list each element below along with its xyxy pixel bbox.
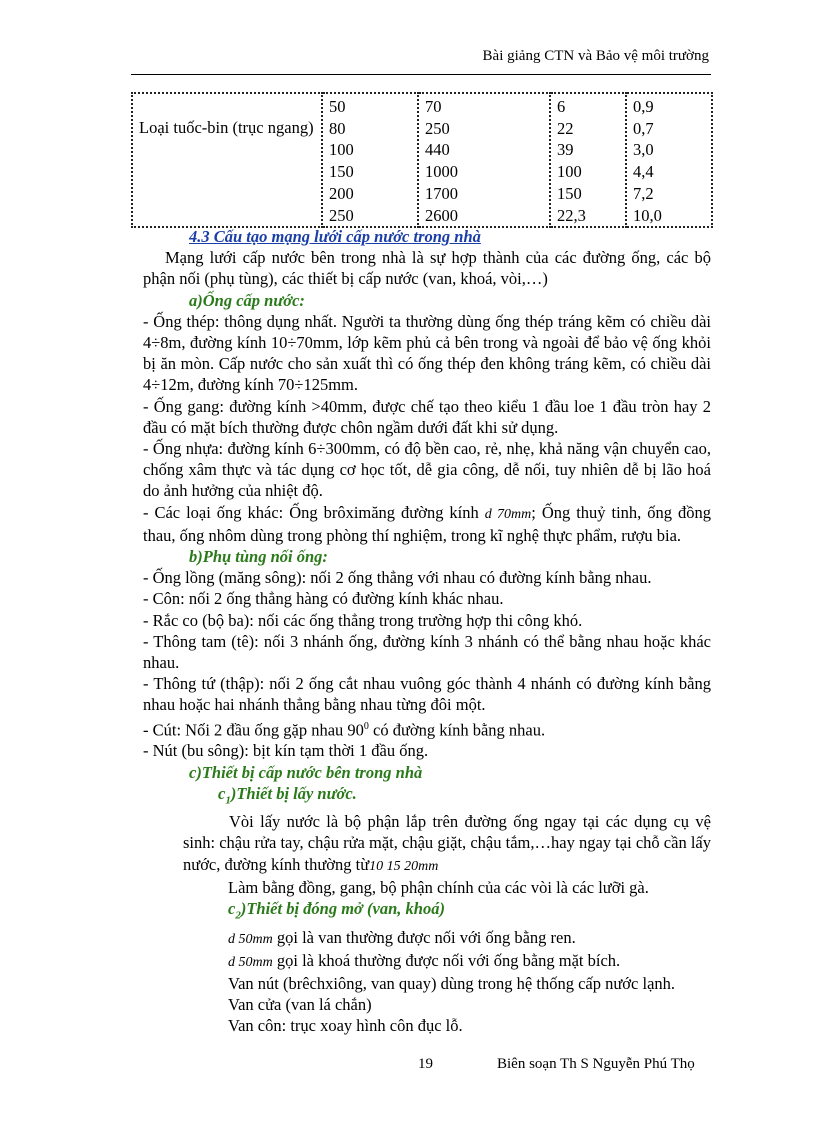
running-header: Bài giảng CTN và Bảo vệ môi trường	[482, 48, 709, 64]
table-label-cell	[132, 93, 322, 227]
list-item: - Rắc co (bộ ba): nối các ống thẳng trong trường hợp thi công khó.	[143, 610, 583, 630]
table-cell: 440	[425, 140, 450, 160]
table-cell: 39	[557, 140, 574, 160]
table-cell: 4,4	[633, 162, 654, 182]
table-cell: 1000	[425, 162, 458, 182]
valve-line-4: Van cửa (van lá chắn)	[228, 995, 372, 1015]
pipe-cast-iron: - Ống gang: đường kính >40mm, được chế tạo theo kiểu 1 đầu loe 1 đầu tròn hay 2 đầu có mặt bích thường được chôn ngầm dưới đất khi sử dụng.	[143, 396, 711, 437]
table-cell: 7,2	[633, 183, 654, 203]
table-cell: 10,0	[633, 205, 662, 225]
turbine-table	[131, 92, 713, 228]
col1-values	[329, 96, 411, 226]
page-number: 19	[418, 1056, 433, 1072]
col3-values	[557, 96, 619, 226]
body-text	[143, 226, 711, 1037]
table-cell: 250	[425, 118, 450, 138]
table-col-1	[322, 93, 418, 227]
list-item-plug: - Nút (bu sông): bịt kín tạm thời 1 đầu ống.	[143, 741, 429, 761]
list-item: - Thông tứ (thập): nối 2 ống cắt nhau vuông góc thành 4 nhánh có đường kính bằng nhau hoặc hai nhánh thẳng bằng nhau từng đôi một.	[143, 674, 711, 715]
col2-values	[425, 96, 543, 226]
subsection-c1-title: $c_1)Thiết$ bị lấy nước.	[218, 783, 357, 807]
table-col-3	[550, 93, 626, 227]
list-item: - Ống lồng (măng sông): nối 2 ống thẳng với nhau có đường kính bằng nhau.	[143, 568, 652, 588]
valve-line-3: Van nút (brêchxiông, van quay) dùng trong hệ thống cấp nước lạnh.	[228, 974, 676, 993]
valve-line-1: d 50mm gọi là van thường được nối với ống bằng ren.	[228, 927, 576, 947]
table-cell: 70	[425, 97, 442, 116]
table-cell: 100	[557, 162, 582, 182]
pipe-steel: - Ống thép: thông dụng nhất. Người ta thường dùng ống thép tráng kẽm có chiều dài 4÷8m, đường kính 10÷70mm, lớp kẽm phủ cả bên trong và ngoài để bảo vệ ống khỏi bị ăn mòn. Cấp nước cho sản xuất thì có ống thép đen không tráng kẽm, có chiều dài 4÷12m, đường kính 70÷125mm.	[143, 311, 711, 395]
table-col-2	[418, 93, 550, 227]
valve-line-5: Van côn: trục xoay hình côn đục lỗ.	[228, 1016, 463, 1036]
table-cell: 250	[329, 205, 354, 225]
table-cell: 22,3	[557, 205, 586, 225]
fittings-list	[143, 567, 711, 715]
intro-paragraph: Mạng lưới cấp nước bên trong nhà là sự hợp thành của các đường ống, các bộ phận nối (phụ tùng), các thiết bị cấp nước (van, khoá, vòi,…)	[143, 248, 711, 289]
valve-line-2: d 50mm gọi là khoá thường được nối với ống bằng mặt bích.	[228, 950, 621, 970]
table-cell: 22	[557, 118, 574, 138]
table-cell: 150	[557, 183, 582, 203]
header-rule	[131, 74, 711, 75]
section-title: 4.3 Cấu tạo mạng lưới cấp nước trong nhà	[189, 227, 481, 246]
table-cell: 150	[329, 162, 354, 182]
table-row-label: Loại tuốc-bin (trục ngang)	[139, 118, 314, 137]
list-item-elbow: - Cút: Nối 2 đầu ống gặp nhau $90^0$ có đường kính bằng nhau.	[143, 720, 546, 740]
subsection-c2-title: $c_2)Thiết$ bị đóng mở (van, khoá)	[228, 899, 445, 922]
subsection-c-title: c)Thiết bị cấp nước bên trong nhà	[189, 762, 423, 782]
table-cell: 1700	[425, 183, 458, 203]
table-cell: 2600	[425, 205, 458, 225]
footer-author: Biên soạn Th S Nguyễn Phú Thọ	[497, 1056, 695, 1072]
table-cell: 6	[557, 97, 566, 116]
table-cell: 200	[329, 183, 354, 203]
pipe-plastic: - Ống nhựa: đường kính 6÷300mm, có độ bền cao, rẻ, nhẹ, khả năng vận chuyển cao, chống xâm thực và tác dụng cơ học tốt, dễ gia công, dễ nối, tuy nhiên dễ bị lão hoá do ảnh hưởng của nhiệt độ.	[143, 439, 711, 501]
list-item: - Côn: nối 2 ống thẳng hàng có đường kính khác nhau.	[143, 589, 504, 609]
subsection-a-title: a)Ống cấp nước:	[189, 290, 305, 310]
subsection-b-title: b)Phụ tùng nối ống:	[189, 547, 328, 567]
table-cell: 3,0	[633, 140, 654, 160]
table-cell: 0,9	[633, 97, 654, 116]
table-cell: 100	[329, 140, 354, 160]
c1-material: Làm bằng đồng, gang, bộ phận chính của các vòi là các lưỡi gà.	[228, 877, 649, 897]
c1-paragraph: Vòi lấy nước là bộ phận lắp trên đường ống ngay tại các dụng cụ vệ sinh: chậu rửa tay, chậu rửa mặt, chậu giặt, chậu tắm,…hay ngay tại chỗ cần lấy nước, đường kính thường từ10 15 20mm	[183, 812, 711, 874]
table-col-4	[626, 93, 712, 227]
pipe-other: - Các loại ống khác: Ống brôximăng đường kính d 70mm; Ống thuỷ tinh, ống đồng thau, ống nhôm dùng trong phòng thí nghiệm, trong kĩ nghệ thực phẩm, rượu bia.	[143, 502, 711, 545]
table-cell: 50	[329, 97, 346, 116]
list-item: - Thông tam (tê): nối 3 nhánh ống, đường kính 3 nhánh có thể bằng nhau hoặc khác nhau.	[143, 631, 711, 673]
table-cell: 80	[329, 118, 346, 138]
table-cell: 0,7	[633, 118, 654, 138]
col4-values	[633, 96, 705, 226]
